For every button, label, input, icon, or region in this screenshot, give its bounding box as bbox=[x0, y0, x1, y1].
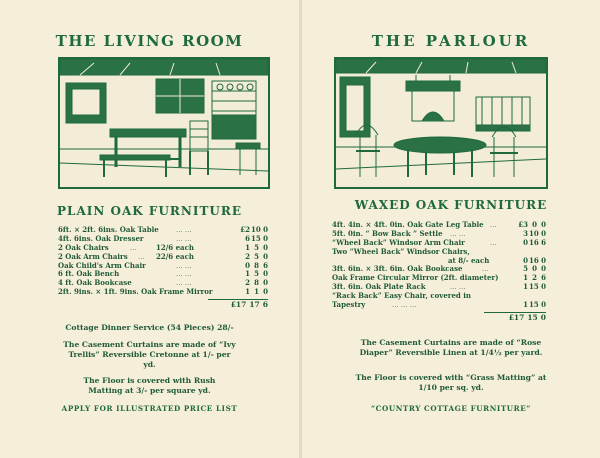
living-curtains-note: The Casement Curtains are made of “Ivy Trellis” Reversible Cretonne at 1/- per yd. bbox=[63, 340, 236, 369]
price-row: 3ft. 6in. Oak Plate Rack ... ... 1 15 0 bbox=[332, 282, 546, 292]
living-room-page bbox=[0, 0, 299, 458]
parlour-drawing bbox=[336, 59, 546, 187]
price-row: 4ft. 4in. × 4ft. 0in. Oak Gate Leg Table ... £3 0 0 bbox=[332, 220, 546, 229]
price-row: 6 ft. Oak Bench ... ... 1 5 0 bbox=[58, 269, 268, 279]
living-room-illustration bbox=[58, 57, 270, 189]
parlour-total: £17 15 0 bbox=[484, 312, 546, 323]
price-row: 2 Oak Chairs ... 12/6 each 1 5 0 bbox=[58, 242, 268, 252]
price-row: Oak Child's Arm Chair ... ... 0 8 6 bbox=[58, 260, 268, 270]
apply-price-list: APPLY FOR ILLUSTRATED PRICE LIST bbox=[61, 404, 238, 413]
price-row: 3ft. 6in. × 3ft. 6in. Oak Bookcase ... 5 0 0 bbox=[332, 264, 546, 274]
waxed-oak-heading: WAXED OAK FURNITURE bbox=[354, 198, 548, 212]
living-room-total: £17 17 6 bbox=[208, 299, 268, 310]
price-row: 2ft. 9ins. × 1ft. 9ins. Oak Frame Mirror 1 1 0 bbox=[58, 287, 268, 297]
price-row: “Wheel Back” Windsor Arm Chair ... 0 16 6 bbox=[332, 237, 546, 247]
price-row: 2 Oak Arm Chairs ... 22/6 each 2 5 0 bbox=[58, 251, 268, 261]
price-row: at 8/- each 0 16 0 bbox=[448, 255, 546, 265]
living-room-drawing bbox=[60, 59, 268, 187]
country-cottage-furniture: “COUNTRY COTTAGE FURNITURE” bbox=[370, 404, 532, 413]
living-floor-note: The Floor is covered with Rush Matting at 3/- per square yd. bbox=[83, 376, 216, 395]
living-room-title: THE LIVING ROOM bbox=[55, 32, 244, 50]
parlour-price-list bbox=[332, 221, 546, 323]
price-row: 4ft. 6ins. Oak Dresser ... ... 6 15 0 bbox=[58, 233, 268, 243]
parlour-curtains-note: The Casement Curtains are made of “Rose Diaper” Reversible Linen at 1/4½ per yard. bbox=[359, 338, 543, 357]
dinner-service-line: Cottage Dinner Service (54 Pieces) 28/- bbox=[65, 323, 234, 332]
parlour-floor-note: The Floor is covered with “Grass Matting” at 1/10 per sq. yd. bbox=[355, 373, 547, 392]
parlour-page bbox=[302, 0, 600, 458]
price-row: 4 ft. Oak Bookcase ... ... 2 8 0 bbox=[58, 278, 268, 288]
parlour-illustration bbox=[334, 57, 548, 189]
price-row: Tapestry ... ... ... 1 15 0 bbox=[332, 300, 546, 310]
price-row: 6ft. × 2ft. 6ins. Oak Table ... ... £2 10 0 bbox=[58, 225, 268, 234]
plain-oak-heading: PLAIN OAK FURNITURE bbox=[57, 204, 242, 218]
price-row: “Rack Back” Easy Chair, covered in bbox=[332, 291, 472, 301]
price-row: Oak Frame Circular Mirror (2ft. diameter) 1 2 6 bbox=[332, 273, 546, 283]
price-row: Two “Wheel Back” Windsor Chairs, bbox=[332, 246, 470, 256]
parlour-title: THE PARLOUR bbox=[371, 32, 531, 50]
living-room-price-list bbox=[58, 226, 268, 310]
price-row: 5ft. 0in. “ Bow Back ” Settle ... ... 3 10 0 bbox=[332, 228, 546, 238]
